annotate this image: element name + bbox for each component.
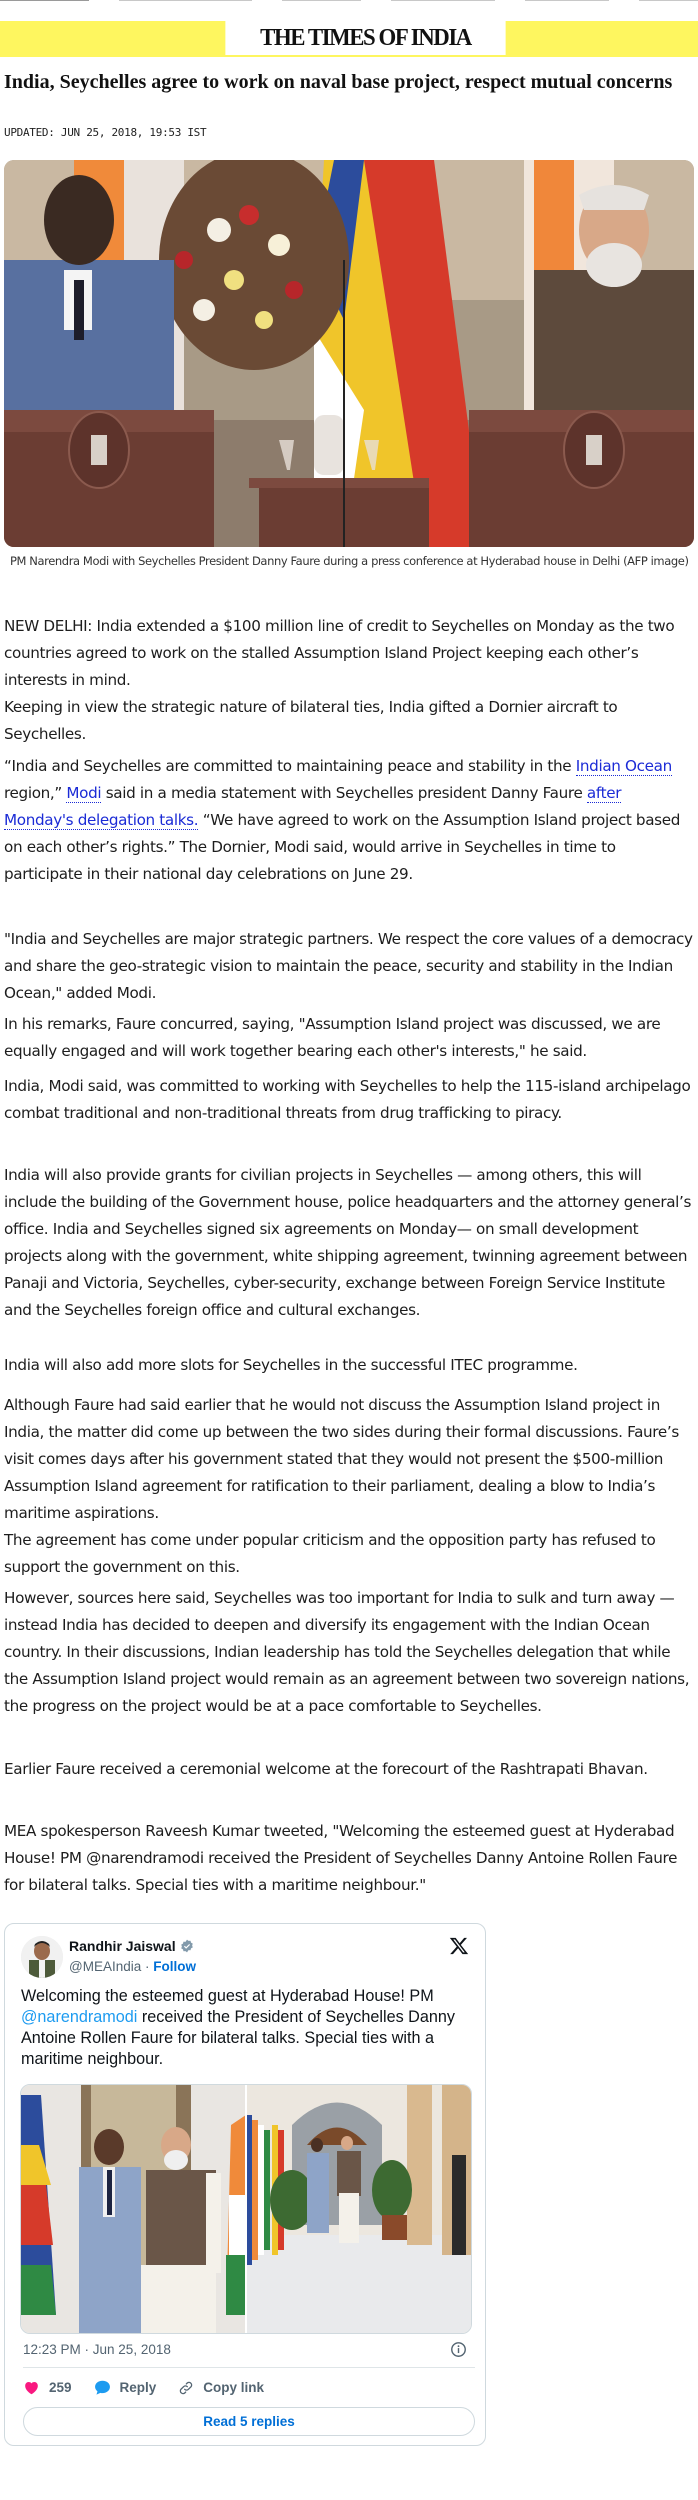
reply-button[interactable]: Reply	[94, 2379, 157, 2396]
hero-image-caption: PM Narendra Modi with Seychelles President Danny Faure during a press conference at Hyderabad house in Delhi (AFP image)	[10, 554, 689, 568]
verified-badge-icon	[180, 1939, 194, 1953]
copy-link-button[interactable]: Copy link	[178, 2380, 264, 2396]
article-paragraph: India will also provide grants for civilian projects in Seychelles — among others, this will include the building of the Government house, police headquarters and the attorney general’s office. India and Seychelles signed six agreements on Monday— on small development projects along with the government, white shipping agreement, twinning agreement between Panaji and Victoria, Seychelles, cyber-security, exchange between Foreign Service Institute and the Seychelles foreign office and cultural exchanges.	[4, 1166, 692, 1319]
link-modi[interactable]: Modi	[66, 784, 102, 802]
reply-bubble-icon	[94, 2379, 111, 2396]
tweet-photo-handshake[interactable]	[21, 2085, 245, 2333]
author-avatar[interactable]	[21, 1936, 63, 1978]
article-paragraph: India will also add more slots for Seychelles in the successful ITEC programme.	[4, 1356, 578, 1374]
divider	[23, 2367, 475, 2368]
heart-icon	[23, 2379, 40, 2396]
article-headline: India, Seychelles agree to work on naval base project, respect mutual concerns	[4, 71, 673, 93]
link-delegation-talks[interactable]: after Monday's delegation talks.	[4, 784, 622, 829]
author-handle-row: @MEAIndia · Follow	[69, 1959, 196, 1974]
author-handle[interactable]: @MEAIndia	[69, 1959, 142, 1974]
article-paragraph: NEW DELHI: India extended a $100 million line of credit to Seychelles on Monday as the two countries agreed to work on the stalled Assumption Island Project keeping each other’s interests in mind.	[4, 617, 675, 689]
article-paragraph: “India and Seychelles are committed to maintaining peace and stability in the Indian Ocean region,” Modi said in a media statement with Seychelles president Danny Faure after Monday's delegation talks. “We have agreed to work on the Assumption Island project based on each other’s rights.” The Dornier, Modi said, would arrive in Seychelles in time to participate in their national day celebrations on June 29.	[4, 757, 681, 883]
x-logo-icon[interactable]	[449, 1936, 469, 1956]
tweet-actions	[23, 2379, 286, 2396]
embedded-tweet[interactable]	[4, 1923, 486, 2446]
info-icon[interactable]	[450, 2341, 467, 2358]
tweet-photo-corridor[interactable]	[247, 2085, 471, 2333]
masthead-banner	[0, 21, 698, 57]
site-logo[interactable]: THE TIMES OF INDIA	[225, 21, 505, 55]
mention-link[interactable]: @narendramodi	[21, 2008, 138, 2026]
tweet-media[interactable]	[20, 2084, 472, 2334]
tweet-timestamp[interactable]: 12:23 PM · Jun 25, 2018	[23, 2342, 171, 2357]
tweet-text: Welcoming the esteemed guest at Hyderabad House! PM @narendramodi received the President of Seychelles Danny Antoine Rollen Faure for bilateral talks. Special ties with a maritime neighbour.	[21, 1987, 455, 2068]
article-paragraph: "India and Seychelles are major strategic partners. We respect the core values of a democracy and share the geo-strategic vision to maintain the peace, security and stability in the Indian Ocean," added Modi.	[4, 930, 693, 1002]
article-paragraph: India, Modi said, was committed to working with Seychelles to help the 115-island archipelago combat traditional and non-traditional threats from drug trafficking to piracy.	[4, 1077, 691, 1122]
article-paragraph: In his remarks, Faure concurred, saying, "Assumption Island project was discussed, we are equally engaged and will work together bearing each other's interests," he said.	[4, 1015, 661, 1060]
author-name[interactable]: Randhir Jaiswal	[69, 1938, 194, 1954]
top-nav-strip	[0, 0, 698, 2]
link-indian-ocean[interactable]: Indian Ocean	[575, 757, 672, 775]
like-count: 259	[49, 2380, 72, 2395]
read-replies-button[interactable]: Read 5 replies	[23, 2407, 475, 2436]
hero-image	[4, 160, 694, 547]
article-paragraph: Although Faure had said earlier that he would not discuss the Assumption Island project in India, the matter did come up between the two sides during their formal discussions. Faure’s visit comes days after his government stated that they would not present the $500-million Assumption Island agreement for ratification to their parliament, dealing a blow to India’s maritime aspirations.	[4, 1396, 679, 1522]
article-paragraph: Earlier Faure received a ceremonial welcome at the forecourt of the Rashtrapati Bhavan.	[4, 1760, 648, 1778]
updated-timestamp: UPDATED: JUN 25, 2018, 19:53 IST	[4, 126, 207, 139]
article-paragraph: MEA spokesperson Raveesh Kumar tweeted, "Welcoming the esteemed guest at Hyderabad House! PM @narendramodi received the President of Seychelles Danny Antoine Rollen Faure for bilateral talks. Special ties with a maritime neighbour."	[4, 1822, 678, 1894]
link-icon	[178, 2380, 194, 2396]
article-paragraph: However, sources here said, Seychelles was too important for India to sulk and turn away — instead India has decided to deepen and diversify its engagement with the Indian Ocean country. In their discussions, Indian leadership has told the Seychelles delegation that while the Assumption Island project would remain as an agreement between two sovereign nations, the progress on the project would be at a pace comfortable to Seychelles.	[4, 1589, 690, 1715]
article-paragraph: Keeping in view the strategic nature of bilateral ties, India gifted a Dornier aircraft to Seychelles.	[4, 698, 618, 743]
like-button[interactable]	[23, 2379, 72, 2396]
follow-button[interactable]: Follow	[153, 1959, 196, 1974]
article-paragraph: The agreement has come under popular criticism and the opposition party has refused to support the government on this.	[4, 1531, 656, 1576]
